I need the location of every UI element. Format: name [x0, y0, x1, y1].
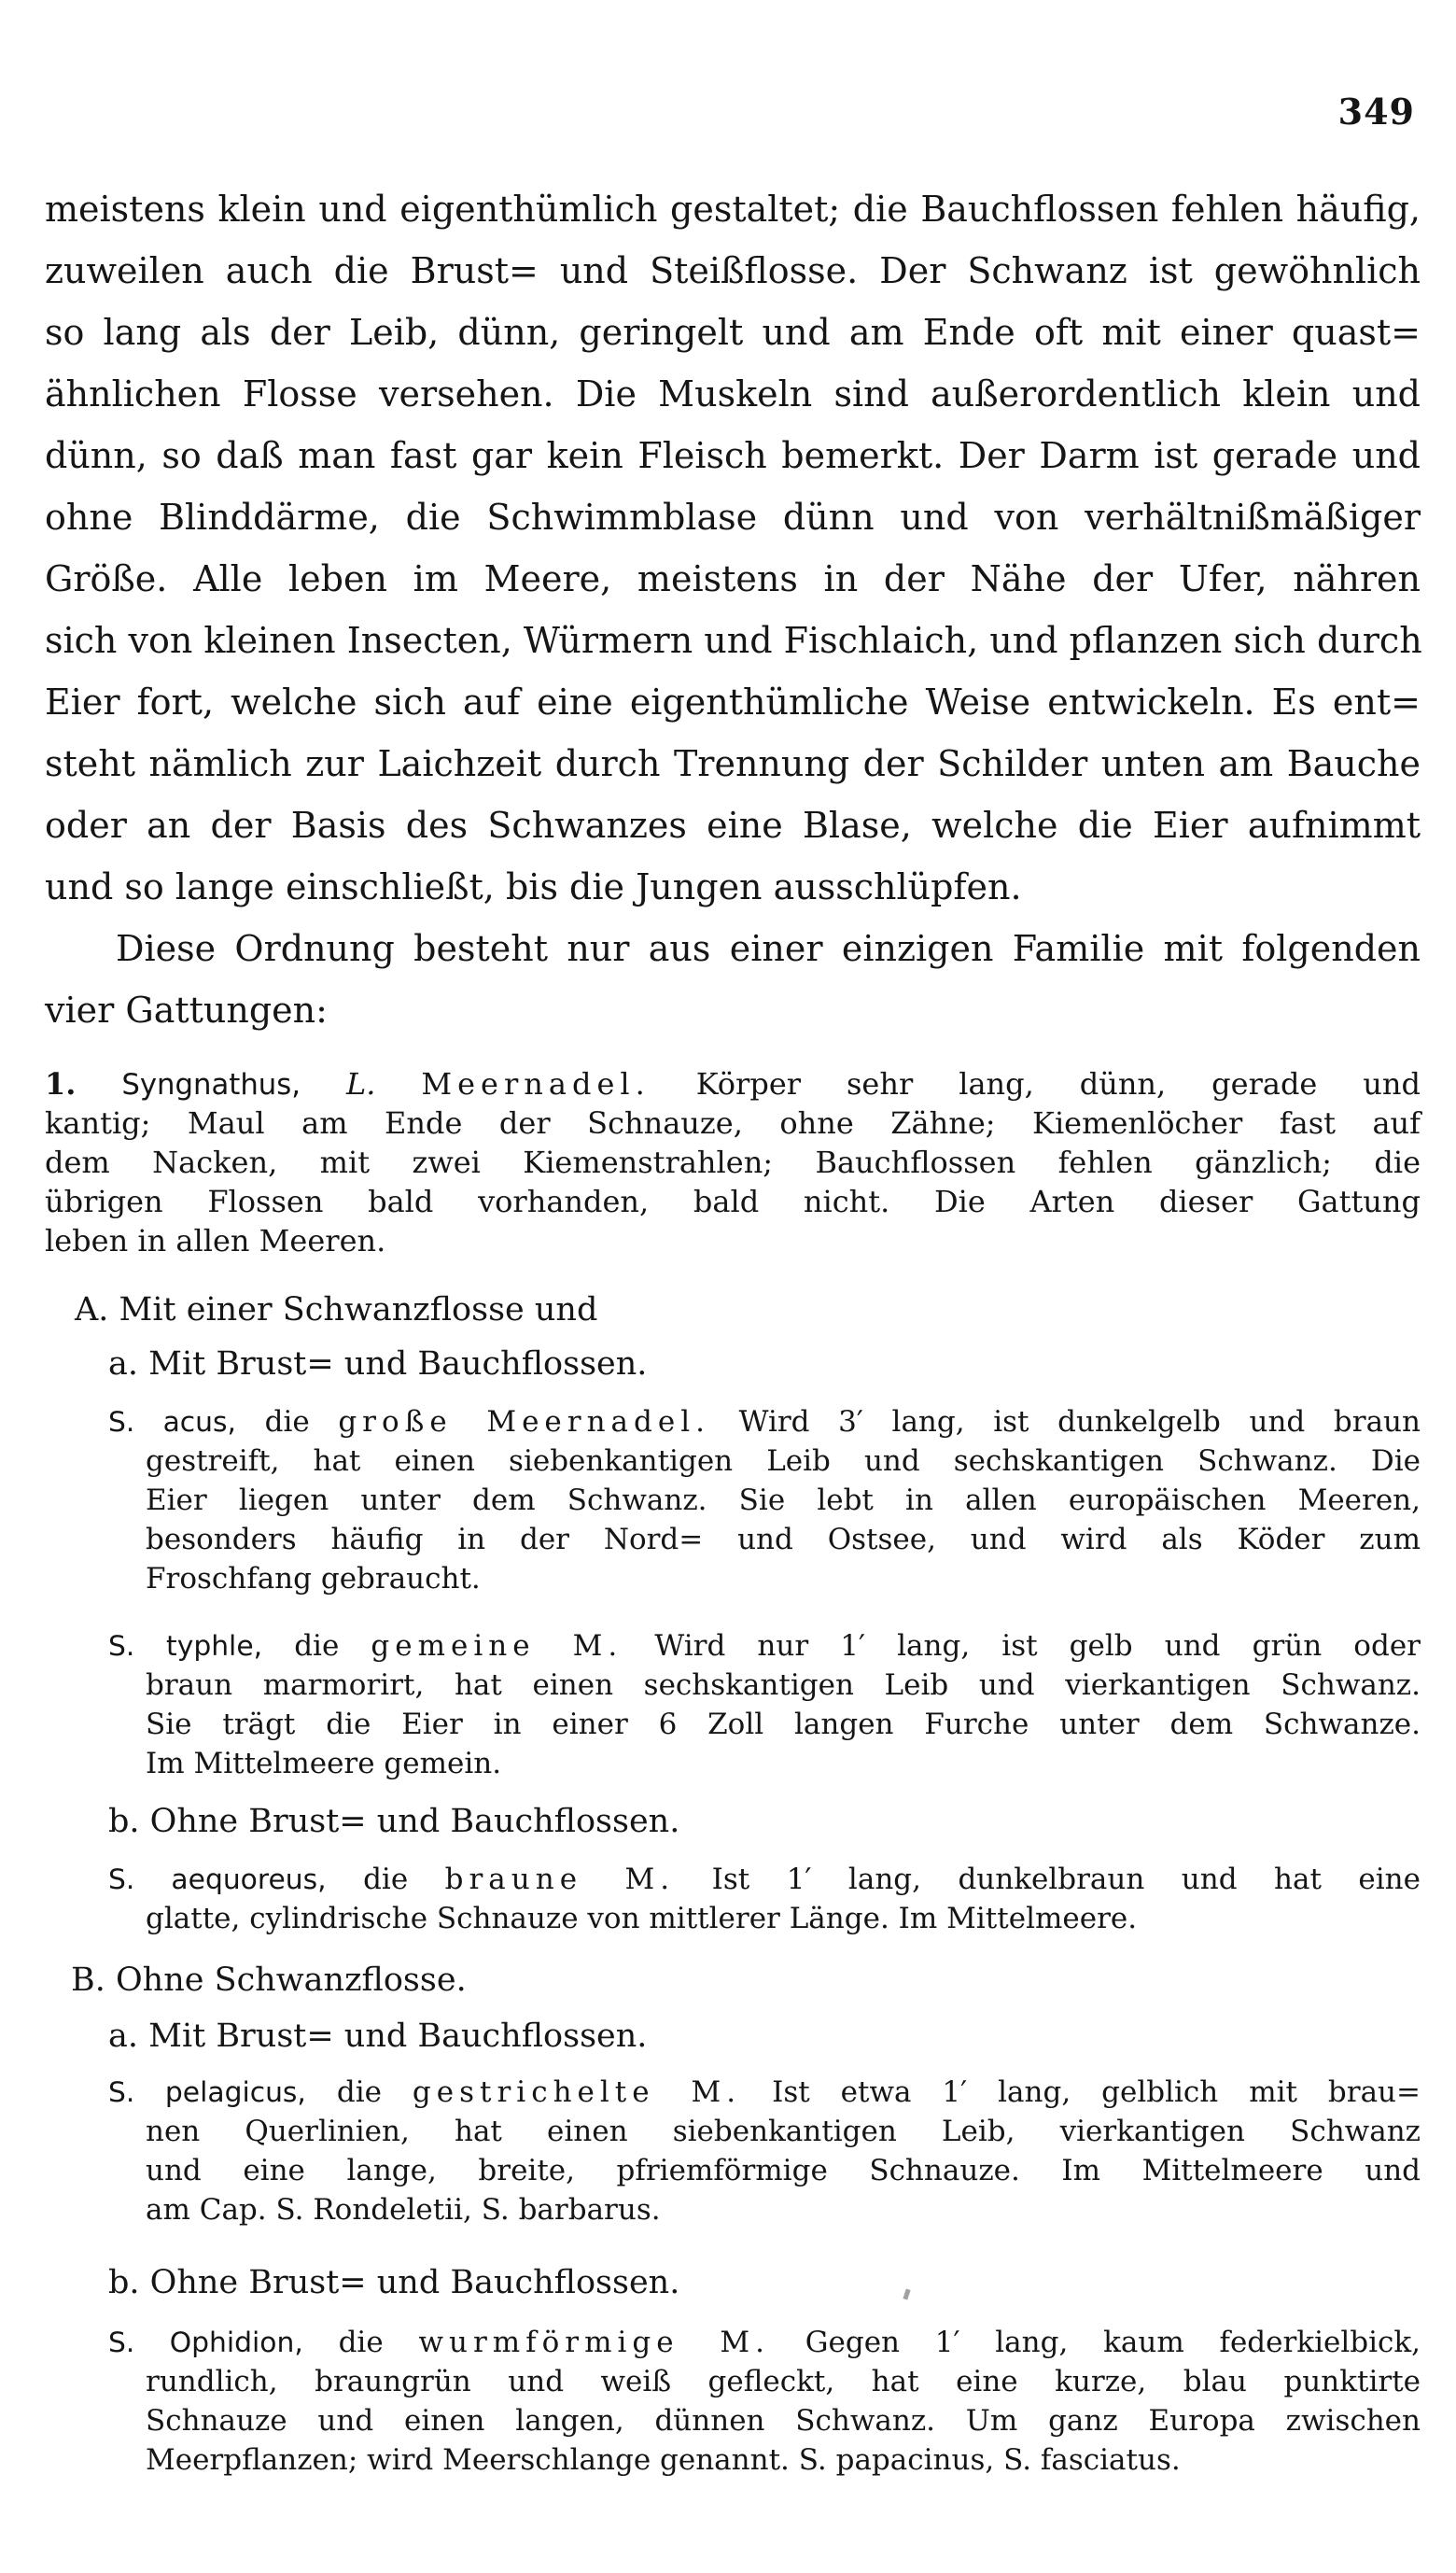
text-line: glatte, cylindrische Schnauze von mittlerer Länge. Im Mittelmeere. [146, 1902, 1138, 1935]
species-article: die [363, 1863, 409, 1896]
text-line: Sie trägt die Eier in einer 6 Zoll langen Furche unter dem Schwanze. [146, 1708, 1421, 1741]
text-line: Diese Ordnung besteht nur aus einer einzigen Familie mit folgenden [116, 928, 1421, 969]
text-line: dünn, so daß man fast gar kein Fleisch bemerkt. Der Darm ist gerade und [45, 435, 1421, 476]
text-line: steht nämlich zur Laichzeit durch Trennung der Schilder unten am Bauche [45, 743, 1421, 784]
species-common-name: gestrichelte M. [412, 2075, 742, 2109]
text-line: Im Mittelmeere gemein. [146, 1747, 502, 1780]
species-description-start: Wird nur 1′ lang, ist gelb und grün oder [654, 1629, 1421, 1663]
species-common-name: gemeine M. [371, 1629, 623, 1663]
species-latin-name: S. acus, [108, 1406, 236, 1439]
species-heading-line [108, 1858, 1421, 1901]
print-mark [903, 2288, 910, 2299]
species-article: die [336, 2075, 382, 2109]
species-latin-name: S. pelagicus, [108, 2076, 306, 2109]
subsection-a-a-heading: a. Mit Brust= und Bauchflossen. [108, 1345, 648, 1383]
species-article: die [264, 1405, 310, 1439]
species-description-start: Gegen 1′ lang, kaum federkielbick, [805, 2326, 1421, 2359]
text-line: und eine lange, breite, pfriemförmige Schnauze. Im Mittelmeere und [146, 2154, 1421, 2187]
text-line: vier Gattungen: [45, 990, 328, 1031]
subsection-a-b-heading: b. Ohne Brust= und Bauchflossen. [108, 1803, 680, 1840]
text-line: Froschfang gebraucht. [146, 1562, 481, 1596]
text-line: am Cap. S. Rondeletii, S. barbarus. [146, 2193, 661, 2227]
text-line: rundlich, braungrün und weiß gefleckt, hat eine kurze, blau punktirte [146, 2365, 1421, 2398]
genus-number: 1. [45, 1066, 77, 1102]
text-line: braun marmorirt, hat einen sechskantigen Leib und vierkantigen Schwanz. [146, 1668, 1421, 1702]
text-line: übrigen Flossen bald vorhanden, bald nicht. Die Arten dieser Gattung [45, 1184, 1421, 1219]
genus-heading-line [45, 1062, 1421, 1105]
species-latin-name: S. Ophidion, [108, 2327, 303, 2359]
species-heading-line [108, 1400, 1421, 1443]
text-line: ohne Blinddärme, die Schwimmblase dünn und von verhältnißmäßiger [45, 497, 1421, 538]
text-line: Größe. Alle leben im Meere, meistens in der Nähe der Ufer, nähren [45, 558, 1421, 599]
text-line: Eier fort, welche sich auf eine eigenthümliche Weise entwickeln. Es ent= [45, 682, 1421, 723]
text-line: oder an der Basis des Schwanzes eine Blase, welche die Eier aufnimmt [45, 805, 1421, 846]
species-description-start: Ist etwa 1′ lang, gelblich mit brau= [772, 2075, 1421, 2109]
species-description-start: Ist 1′ lang, dunkelbraun und hat eine [711, 1863, 1421, 1896]
text-line: Meerpflanzen; wird Meerschlange genannt. S. papacinus, S. fasciatus. [146, 2443, 1181, 2477]
genus-author: L. [345, 1066, 376, 1102]
subsection-b-b-heading: b. Ohne Brust= und Bauchflossen. [108, 2264, 680, 2301]
species-article: die [338, 2326, 384, 2359]
text-line: Eier liegen unter dem Schwanz. Sie lebt in allen europäischen Meeren, [146, 1483, 1421, 1517]
text-line: und so lange einschließt, bis die Jungen ausschlüpfen. [45, 866, 1022, 907]
text-line: Schnauze und einen langen, dünnen Schwanz. Um ganz Europa zwischen [146, 2404, 1421, 2438]
text-line: gestreift, hat einen siebenkantigen Leib und sechskantigen Schwanz. Die [146, 1444, 1421, 1478]
section-a-heading: A. Mit einer Schwanzflosse und [75, 1291, 598, 1329]
genus-latin-name: Syngnathus, [121, 1068, 301, 1102]
species-description-start: Wird 3′ lang, ist dunkelgelb und braun [738, 1405, 1421, 1439]
species-heading-line [108, 1624, 1421, 1667]
species-article: die [294, 1629, 340, 1663]
text-line: so lang als der Leib, dünn, geringelt und am Ende oft mit einer quast= [45, 312, 1421, 353]
text-line: ähnlichen Flosse versehen. Die Muskeln sind außerordentlich klein und [45, 373, 1421, 415]
section-b-heading: B. Ohne Schwanzflosse. [71, 1961, 467, 1999]
species-heading-line [108, 2321, 1421, 2364]
text-line: sich von kleinen Insecten, Würmern und Fischlaich, und pflanzen sich durch [45, 620, 1422, 661]
genus-description-start: Körper sehr lang, dünn, gerade und [695, 1066, 1421, 1102]
page-number: 349 [1337, 91, 1415, 133]
genus-common-name: Meernadel. [421, 1066, 651, 1102]
text-line: nen Querlinien, hat einen siebenkantigen Leib, vierkantigen Schwanz [146, 2115, 1421, 2148]
species-common-name: wurmförmige M. [418, 2326, 770, 2359]
species-heading-line [108, 2071, 1421, 2114]
text-line: besonders häufig in der Nord= und Ostsee, und wird als Köder zum [146, 1523, 1421, 1556]
species-latin-name: S. aequoreus, [108, 1863, 327, 1896]
species-common-name: große Meernadel. [338, 1405, 710, 1439]
text-line: meistens klein und eigenthümlich gestaltet; die Bauchflossen fehlen häufig, [45, 189, 1421, 230]
subsection-b-a-heading: a. Mit Brust= und Bauchflossen. [108, 2018, 648, 2055]
species-latin-name: S. typhle, [108, 1630, 263, 1663]
text-line: zuweilen auch die Brust= und Steißflosse. Der Schwanz ist gewöhnlich [45, 250, 1421, 291]
text-line: kantig; Maul am Ende der Schnauze, ohne Zähne; Kiemenlöcher fast auf [45, 1105, 1421, 1141]
species-common-name: braune M. [444, 1863, 676, 1896]
text-line: dem Nacken, mit zwei Kiemenstrahlen; Bauchflossen fehlen gänzlich; die [45, 1145, 1421, 1180]
text-line: leben in allen Meeren. [45, 1223, 386, 1258]
